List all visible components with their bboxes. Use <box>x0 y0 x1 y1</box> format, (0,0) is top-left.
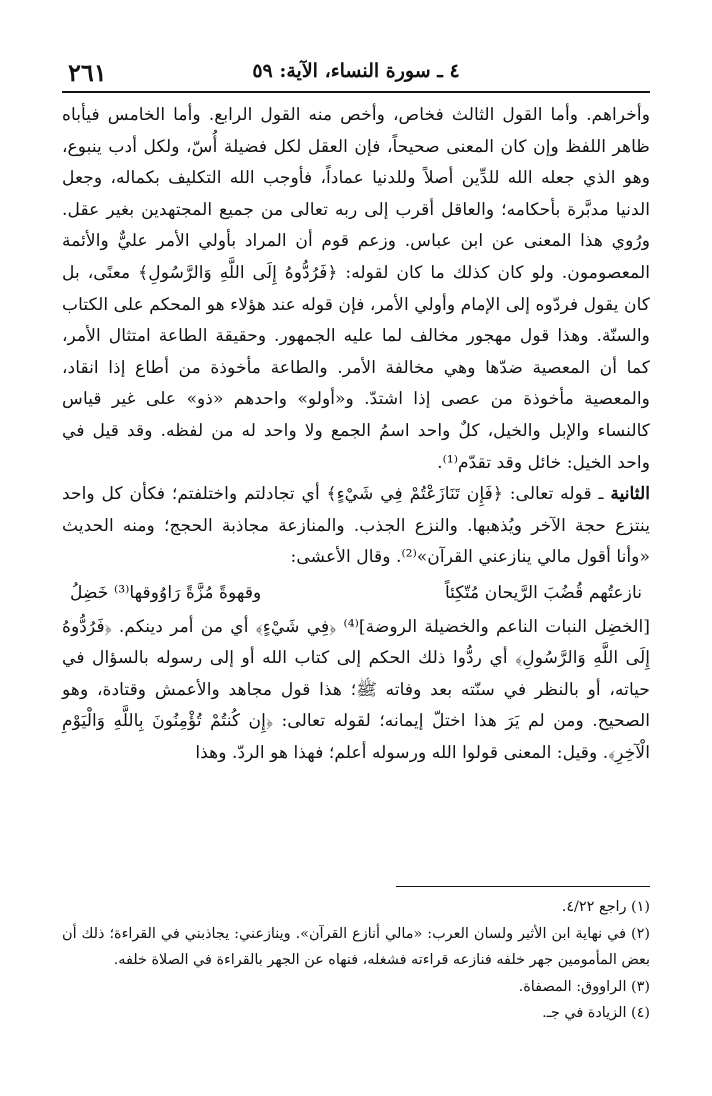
verse-hemistich-first: نازعتُهم قُضُبَ الرَّيحان مُتّكِئاً <box>444 582 642 603</box>
footnote-2: (٢) في نهاية ابن الأثير ولسان العرب: «مالي أنازع القرآن». وينازعني: يجاذبني في القراءة؛ ذلك أن بعض المأمومين جهر خلفه فنازعه قراءته فشغله، فنهاه عن الجهر بالقراءة في الصلاة خلفه. <box>62 925 650 968</box>
footnote-divider <box>396 886 650 887</box>
paragraph-1: وأخراهم. وأما القول الثالث فخاص، وأخص منه القول الرابع. وأما الخامس فيأباه ظاهر اللفظ وإن كان المعنى صحيحاً، فإن العقل لكل فضيلة أُسّ، ولكل أدب ينبوع، وهو الذي جعله الله للدِّين أصلاً وللدنيا عماداً، فأوجب الله التكليف بكماله، وجعل الدنيا مدبَّرة بأحكامه؛ والعاقل أقرب إلى ربه تعالى من جميع المجتهدين بغير عقل. ورُوي هذا المعنى عن ابن عباس. وزعم قوم أن المراد بأولي الأمر عليٌّ والأئمة المعصومون. ولو كان كذلك ما كان لقوله: ﴿فَرُدُّوهُ إِلَى اللَّهِ وَالرَّسُولِ﴾ معنًى، بل كان يقول فردّوه إلى الإمام وأولي الأمر، فإن قوله عند هؤلاء هو المحكم على الكتاب والسنّة. وهذا قول مهجور مخالف لما عليه الجمهور. وحقيقة الطاعة امتثال الأمر، كما أن المعصية ضدّها وهي مخالفة الأمر. والطاعة مأخوذة من أطاع إذا انقاد، والمعصية مأخوذة من عصى إذا اشتدّ. و«أولو» واحدهم «ذو» على غير قياس كالنساء والإبل والخيل، كلٌ واحد اسمُ الجمع ولا واحد له من لفظه. وقد قيل في واحد الخيل: خائل وقد تقدّم⁽¹⁾. <box>62 105 650 473</box>
footnote-1: (١) راجع ٤/٢٢. <box>561 899 650 915</box>
header-divider <box>62 91 650 93</box>
paragraph-2-text: ـ قوله تعالى: ﴿فَإِن تَنَازَعْتُمْ فِي شَيْءٍ﴾ أي تجادلتم واختلفتم؛ فكأن كل واحد ينتزع حجة الآخر ويُذهبها. والنزع الجذب. والمنازعة مجاذبة الحجج؛ ومنه الحديث «وأنا أقول مالي ينازعني القرآن»⁽²⁾. وقال الأعشى: <box>62 484 650 568</box>
section-lead-word: الثانية <box>610 484 650 505</box>
footnote-3: (٣) الراووق: المصفاة. <box>518 978 650 995</box>
page-header <box>62 56 650 96</box>
footnote-4: (٤) الزيادة في جـ. <box>542 1005 650 1021</box>
poetry-verse <box>70 578 642 610</box>
surah-verse-heading: ٤ ـ سورة النساء، الآية: ٥٩ <box>252 60 460 82</box>
main-text <box>62 100 650 769</box>
footnotes <box>62 894 650 1027</box>
page-number: ٢٦١ <box>68 58 107 87</box>
paragraph-2 <box>62 479 650 574</box>
paragraph-3: [الخضِل النبات الناعم والخضيلة الروضة]⁽⁴⁾ ﴿فِي شَيْءٍ﴾ أي من أمر دينكم. ﴿فَرُدُّوهُ إِلَى اللَّهِ وَالرَّسُولِ﴾ أي ردُّوا ذلك الحكم إلى كتاب الله أو إلى رسوله بالسؤال في حياته، أو بالنظر في سنّته بعد وفاته ﷺ؛ هذا قول مجاهد والأعمش وقتادة، وهو الصحيح. ومن لم يَرَ هذا اختلّ إيمانه؛ لقوله تعالى: ﴿إِن كُنتُمْ تُؤْمِنُونَ بِاللَّهِ وَالْيَوْمِ الْآخِرِ﴾. وقيل: المعنى قولوا الله ورسوله أعلم؛ فهذا هو الردّ. وهذا <box>62 616 650 763</box>
verse-hemistich-second: وقهوةً مُزَّةً رَاوُوقها⁽³⁾ خَضِلُ <box>70 582 262 603</box>
